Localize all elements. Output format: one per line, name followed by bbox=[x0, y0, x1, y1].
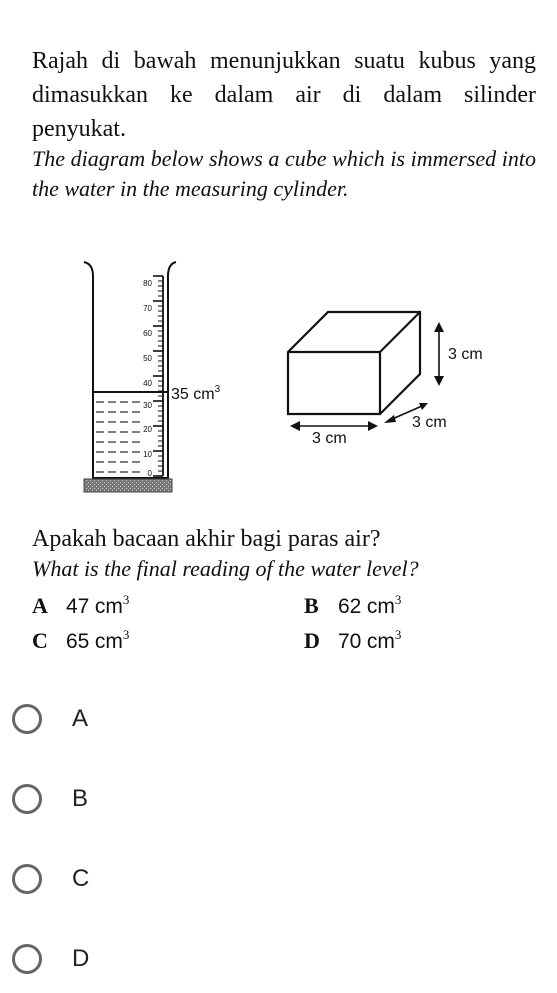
scale-label-60: 60 bbox=[143, 329, 152, 338]
choice-label: B bbox=[72, 785, 89, 812]
option-unit: cm bbox=[366, 630, 395, 653]
radio-button-icon[interactable] bbox=[12, 864, 42, 894]
choice-label: C bbox=[72, 865, 90, 892]
option-a bbox=[32, 591, 129, 622]
option-unit: cm bbox=[94, 595, 123, 618]
choice-b[interactable] bbox=[12, 779, 252, 819]
option-unit-power: 3 bbox=[122, 592, 130, 607]
radio-button-icon[interactable] bbox=[12, 704, 42, 734]
option-letter: D bbox=[304, 628, 320, 653]
option-unit-power: 3 bbox=[394, 627, 402, 642]
option-c bbox=[32, 626, 129, 657]
scale-label-10: 10 bbox=[143, 450, 152, 459]
option-d bbox=[304, 626, 401, 657]
option-unit: cm bbox=[366, 595, 395, 618]
choice-d[interactable] bbox=[12, 939, 252, 979]
option-value: 62 bbox=[338, 595, 362, 618]
cube-width-label: 3 cm bbox=[312, 430, 347, 447]
option-unit-power: 3 bbox=[394, 592, 402, 607]
scale-label-70: 70 bbox=[143, 304, 152, 313]
option-letter: B bbox=[304, 593, 319, 618]
scale-label-20: 20 bbox=[143, 425, 152, 434]
final-question-english: What is the final reading of the water level? bbox=[32, 556, 419, 581]
scale-label-80: 80 bbox=[143, 279, 152, 288]
choice-label: D bbox=[72, 945, 90, 972]
question-text-malay: Rajah di bawah menunjukkan suatu kubus yang dimasukkan ke dalam air di dalam silinder penyukat. bbox=[32, 48, 536, 142]
scale-label-40: 40 bbox=[143, 379, 152, 388]
scale-label-0: 0 bbox=[147, 469, 152, 478]
option-letter: C bbox=[32, 628, 48, 653]
option-letter: A bbox=[32, 593, 48, 618]
question-diagram bbox=[0, 250, 557, 500]
choice-label: A bbox=[72, 705, 89, 732]
scale-label-50: 50 bbox=[143, 354, 152, 363]
option-unit: cm bbox=[94, 630, 123, 653]
option-value: 70 bbox=[338, 630, 362, 653]
option-value: 47 bbox=[66, 595, 90, 618]
cube-front-edges bbox=[288, 312, 420, 414]
cylinder-base bbox=[84, 479, 172, 492]
scale-label-30: 30 bbox=[143, 401, 152, 410]
radio-button-icon[interactable] bbox=[12, 944, 42, 974]
cube-depth-label: 3 cm bbox=[412, 414, 447, 431]
radio-button-icon[interactable] bbox=[12, 784, 42, 814]
measuring-cylinder bbox=[84, 262, 221, 492]
choice-a[interactable] bbox=[12, 699, 252, 739]
option-unit-power: 3 bbox=[122, 627, 130, 642]
final-question-malay: Apakah bacaan akhir bagi paras air? bbox=[32, 526, 381, 552]
option-value: 65 bbox=[66, 630, 90, 653]
choice-c[interactable] bbox=[12, 859, 252, 899]
question-text-english: The diagram below shows a cube which is immersed into the water in the measuring cylinder. bbox=[32, 146, 536, 201]
option-b bbox=[304, 591, 401, 622]
water-volume-label: 35 $cm^3$ bbox=[171, 384, 221, 403]
cube bbox=[288, 312, 483, 447]
cube-outline bbox=[288, 312, 420, 414]
cube-height-label: 3 cm bbox=[448, 346, 483, 363]
water-dashes bbox=[96, 402, 142, 472]
